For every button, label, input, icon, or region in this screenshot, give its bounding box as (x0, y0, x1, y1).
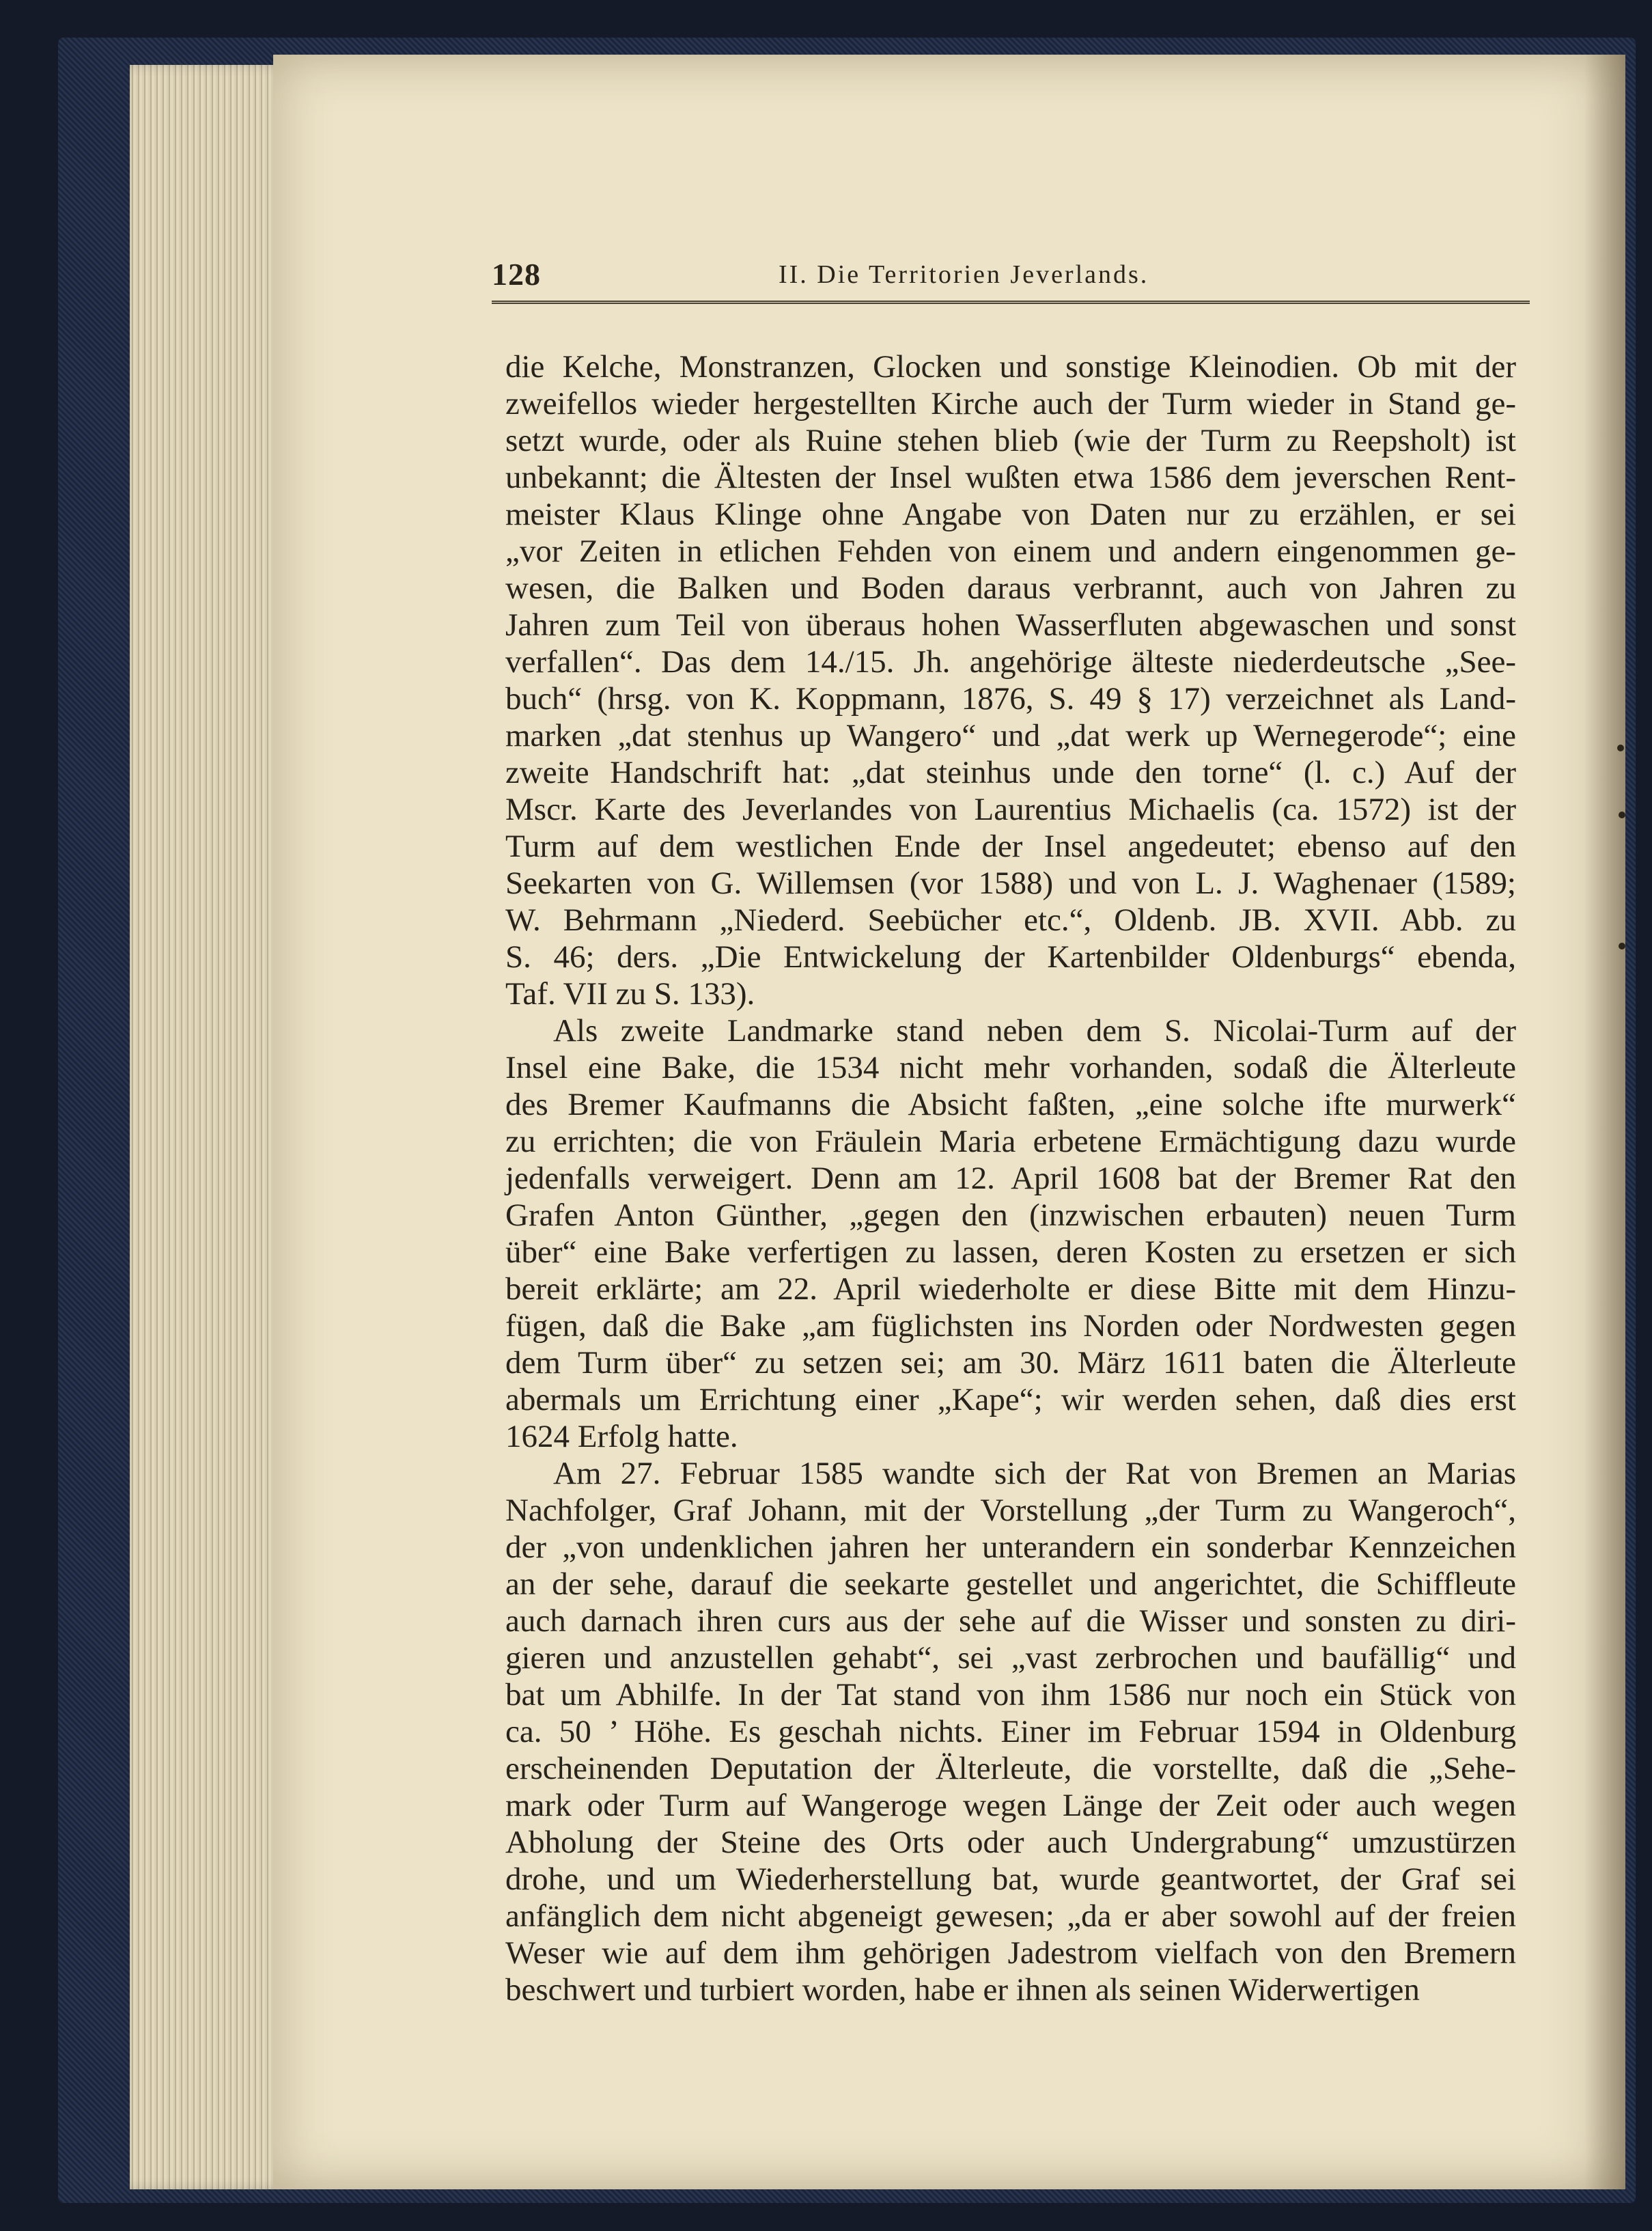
text-line: bat um Abhilfe. In der Tat stand von ihm 1586 nur noch ein Stück von (505, 1677, 1516, 1713)
text-line: des Bremer Kaufmanns die Absicht faßten, „eine solche ifte murwerk“ (505, 1087, 1516, 1122)
text-line: unbekannt; die Ältesten der Insel wußten etwa 1586 dem jeverschen Rent- (505, 460, 1516, 495)
text-line: gieren und anzustellen gehabt“, sei „vast zerbrochen und baufällig“ und (505, 1640, 1516, 1676)
text-line: verfallen“. Das dem 14./15. Jh. angehörige älteste niederdeutsche „See- (505, 644, 1516, 680)
text-line: „vor Zeiten in etlichen Fehden von einem und andern eingenommen ge- (505, 534, 1516, 569)
text-line: bereit erklärte; am 22. April wiederholte er diese Bitte mit dem Hinzu- (505, 1271, 1516, 1307)
paragraph (505, 1455, 1516, 2008)
text-line: buch“ (hrsg. von K. Koppmann, 1876, S. 49 § 17) verzeichnet als Land- (505, 681, 1516, 717)
text-line: W. Behrmann „Niederd. Seebücher etc.“, Oldenb. JB. XVII. Abb. zu (505, 902, 1516, 938)
text-line: Nachfolger, Graf Johann, mit der Vorstellung „der Turm zu Wangeroch“, (505, 1493, 1516, 1528)
text-line: anfänglich dem nicht abgeneigt gewesen; „da er aber sowohl auf der freien (505, 1898, 1516, 1934)
page-header (492, 225, 1530, 304)
text-line: erscheinenden Deputation der Älterleute, die vorstellte, daß die „Sehe- (505, 1751, 1516, 1786)
text-line: Insel eine Bake, die 1534 nicht mehr vorhanden, sodaß die Älterleute (505, 1050, 1516, 1085)
body-text (505, 348, 1516, 2008)
paragraph (505, 348, 1516, 1012)
text-line: fügen, daß die Bake „am füglichsten ins Norden oder Nordwesten gegen (505, 1308, 1516, 1344)
margin-spot (1619, 812, 1625, 818)
text-line: auch darnach ihren curs aus der sehe auf die Wisser und sonsten zu diri- (505, 1603, 1516, 1639)
text-line: Seekarten von G. Willemsen (vor 1588) und von L. J. Waghenaer (1589; (505, 865, 1516, 901)
text-line: meister Klaus Klinge ohne Angabe von Daten nur zu erzählen, er sei (505, 497, 1516, 532)
text-line: ca. 50 ’ Höhe. Es geschah nichts. Einer im Februar 1594 in Oldenburg (505, 1714, 1516, 1749)
page-gutter-shadow (1584, 55, 1625, 2189)
text-line: über“ eine Bake verfertigen zu lassen, deren Kosten zu ersetzen er sich (505, 1234, 1516, 1270)
text-line: beschwert und turbiert worden, habe er ihnen als seinen Widerwertigen (505, 1972, 1420, 2008)
page-edges (130, 65, 287, 2189)
text-line: die Kelche, Monstranzen, Glocken und sonstige Kleinodien. Ob mit der (505, 349, 1516, 385)
page-number: 128 (492, 257, 541, 292)
text-line: marken „dat stenhus up Wangero“ und „dat werk up Wernegerode“; eine (505, 718, 1516, 753)
margin-spot (1617, 745, 1624, 751)
text-line: jedenfalls verweigert. Denn am 12. April 1608 bat der Bremer Rat den (505, 1161, 1516, 1196)
text-line: zu errichten; die von Fräulein Maria erbetene Ermächtigung dazu wurde (505, 1124, 1516, 1159)
text-line: der „von undenklichen jahren her unterandern ein sonderbar Kennzeichen (505, 1529, 1516, 1565)
text-line: setzt wurde, oder als Ruine stehen blieb (wie der Turm zu Reepsholt) ist (505, 423, 1516, 458)
text-line: Jahren zum Teil von überaus hohen Wasserfluten abgewaschen und sonst (505, 607, 1516, 643)
text-line: Abholung der Steine des Orts oder auch Undergrabung“ umzustürzen (505, 1825, 1516, 1860)
text-line: Grafen Anton Günther, „gegen den (inzwischen erbauten) neuen Turm (505, 1197, 1516, 1233)
margin-spot (1619, 943, 1625, 950)
book-page (273, 55, 1625, 2189)
text-line: Als zweite Landmarke stand neben dem S. Nicolai-Turm auf der (553, 1013, 1516, 1049)
text-line: an der sehe, darauf die seekarte gestellet und angerichtet, die Schiffleute (505, 1566, 1516, 1602)
text-line: drohe, und um Wiederherstellung bat, wurde geantwortet, der Graf sei (505, 1861, 1516, 1897)
text-line: Mscr. Karte des Jeverlandes von Laurentius Michaelis (ca. 1572) ist der (505, 792, 1516, 827)
text-line: dem Turm über“ zu setzen sei; am 30. März 1611 baten die Älterleute (505, 1345, 1516, 1381)
text-line: abermals um Errichtung einer „Kape“; wir werden sehen, daß dies erst (505, 1382, 1516, 1417)
text-line: Am 27. Februar 1585 wandte sich der Rat von Bremen an Marias (553, 1456, 1516, 1491)
text-line: wesen, die Balken und Boden daraus verbrannt, auch von Jahren zu (505, 570, 1516, 606)
text-line: 1624 Erfolg hatte. (505, 1419, 738, 1454)
text-line: mark oder Turm auf Wangeroge wegen Länge der Zeit oder auch wegen (505, 1788, 1516, 1823)
text-line: Turm auf dem westlichen Ende der Insel angedeutet; ebenso auf den (505, 829, 1516, 864)
text-line: zweite Handschrift hat: „dat steinhus unde den torne“ (l. c.) Auf der (505, 755, 1516, 790)
running-head: II. Die Territorien Jeverlands. (779, 260, 1149, 289)
text-line: S. 46; ders. „Die Entwickelung der Kartenbilder Oldenburgs“ ebenda, (505, 939, 1516, 975)
text-line: Weser wie auf dem ihm gehörigen Jadestrom vielfach von den Bremern (505, 1935, 1516, 1971)
text-line: Taf. VII zu S. 133). (505, 976, 755, 1012)
paragraph (505, 1012, 1516, 1455)
text-line: zweifellos wieder hergestellten Kirche auch der Turm wieder in Stand ge- (505, 386, 1516, 421)
